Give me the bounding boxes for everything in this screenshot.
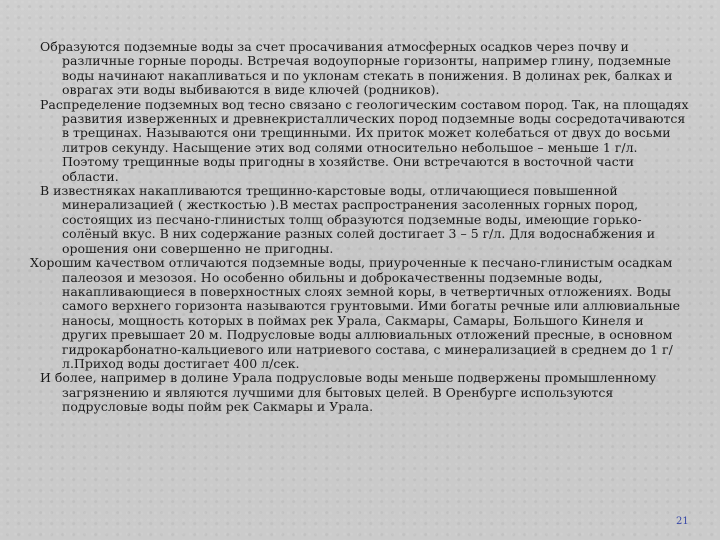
main-text <box>30 40 690 415</box>
paragraph-5: И более, например в долине Урала подрусловые воды меньше подвержены промышленному загрязнению и являются лучшими для бытовых целей. В Оренбурге используются подрусловые воды пойм рек Сакмары и Урала. <box>40 370 657 415</box>
paragraph-1: Образуются подземные воды за счет просачивания атмосферных осадков через почву и различные горные породы. Встречая водоупорные горизонты, например глину, подземные воды начинают накапливаться и по уклонам стекать в понижения. В долинах рек, балках и оврагах эти воды выбиваются в виде ключей (родников). <box>40 39 673 98</box>
paragraph-4: Хорошим качеством отличаются подземные воды, приуроченные к песчано-глинистым осадкам палеозоя и мезозоя. Но особенно обильны и доброкачественны подземные воды, накапливающиеся в поверхностных слоях земной коры, в четвертичных отложениях. Воды самого верхнего горизонта называются грунтовыми. Ими богаты речные или аллювиальные наносы, мощность которых в поймах рек Урала, Сакмары, Самары, Большого Кинеля и других превышает 20 м. Подрусловые воды аллювиальных отложений пресные, в основном гидрокарбонатно-кальциевого или натриевого состава, с минерализацией в среднем до 1 г/л.Приход воды достигает 400 л/сек. <box>30 255 680 371</box>
paragraph-2: Распределение подземных вод тесно связано с геологическим составом пород. Так, на площадях развития изверженных и древнекристаллических пород подземные воды сосредотачиваются в трещинах. Называются они трещинными. Их приток может колебаться от двух до восьми литров секунду. Насыщение этих вод солями относительно небольшое – меньше 1 г/л. Поэтому трещинные воды пригодны в хозяйстве. Они встречаются в восточной части области. <box>40 96 689 184</box>
page-number: 21 <box>676 516 689 527</box>
paragraph-3: В известняках накапливаются трещинно-карстовые воды, отличающиеся повышенной минерализацией ( жесткостью ).В местах распространения засоленных горных пород, состоящих из песчано-глинистых толщ образуются подземные воды, имеющие горько-солёный вкус. В них содержание разных солей достигает 3 – 5 г/л. Для водоснабжения и орошения они совершенно не пригодны. <box>40 183 656 256</box>
